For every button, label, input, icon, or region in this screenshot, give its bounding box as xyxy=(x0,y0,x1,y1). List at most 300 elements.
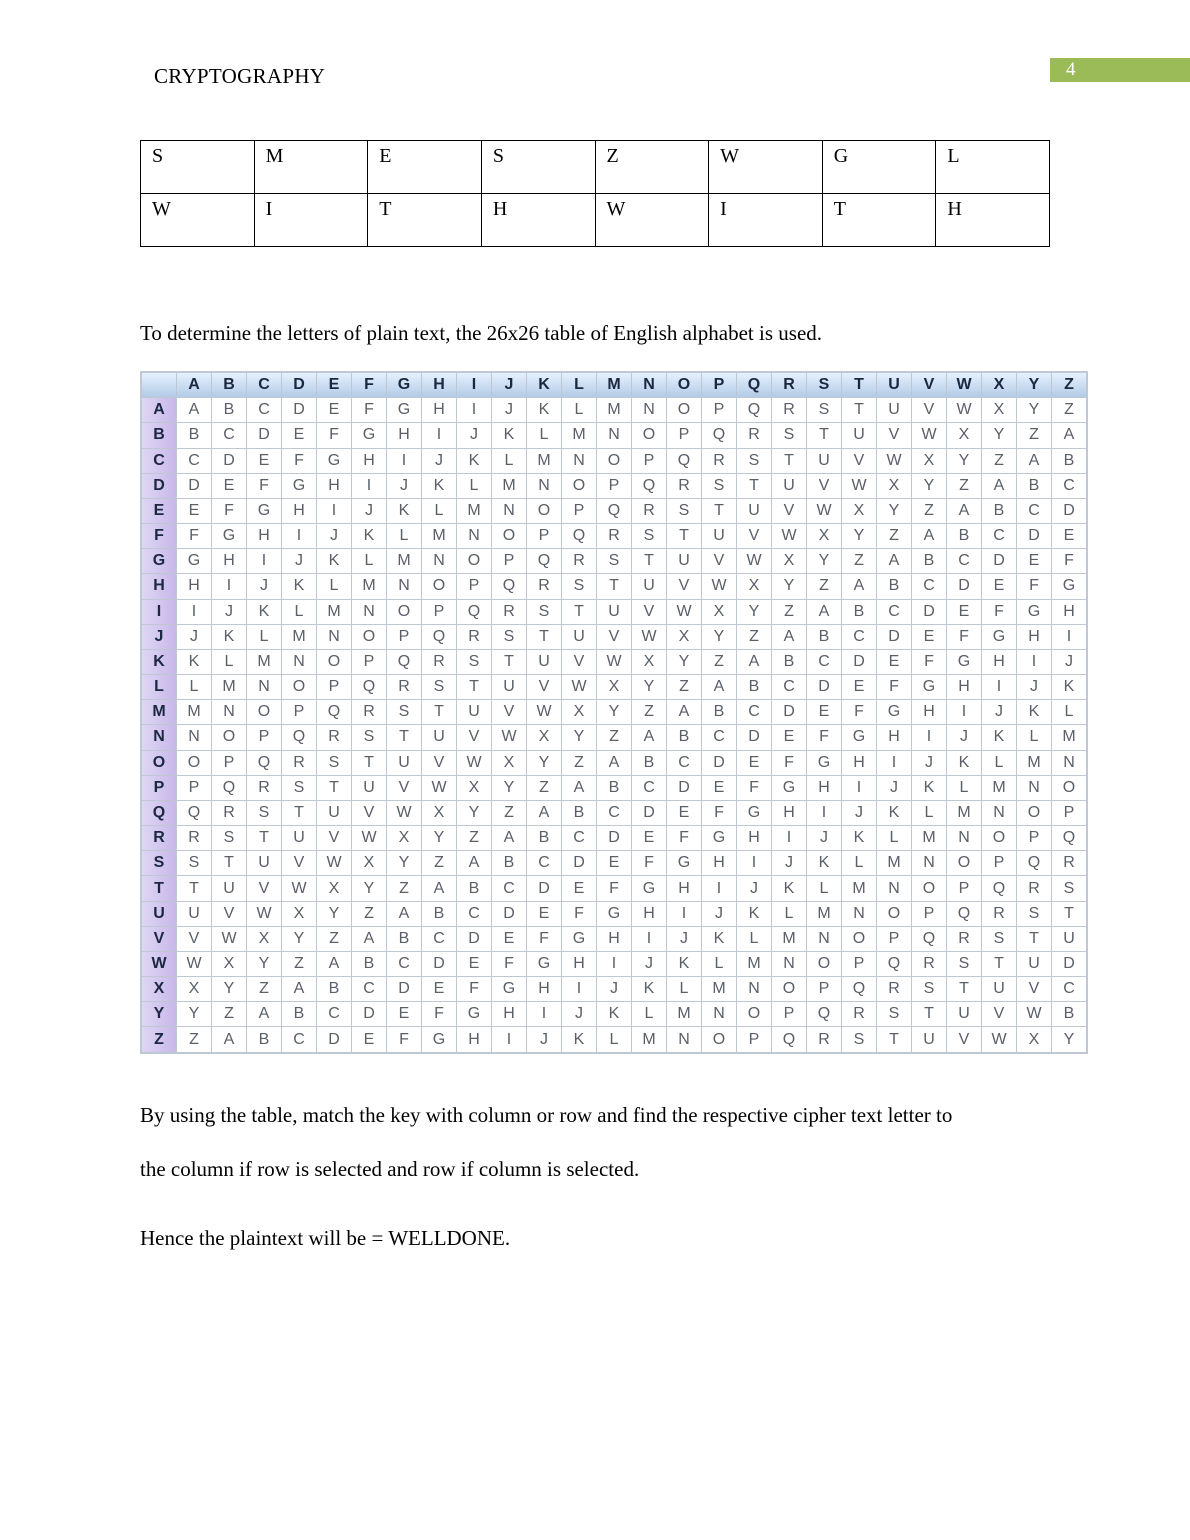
vigenere-cell: U xyxy=(737,499,771,523)
vigenere-cell: W xyxy=(737,549,771,573)
vigenere-cell: T xyxy=(457,675,491,699)
vigenere-cell: G xyxy=(772,776,806,800)
vigenere-cell: Q xyxy=(562,524,596,548)
vigenere-cell: D xyxy=(282,398,316,422)
vigenere-row xyxy=(142,1027,1086,1052)
vigenere-cell: N xyxy=(422,549,456,573)
vigenere-row-header: Z xyxy=(142,1027,176,1052)
vigenere-cell: S xyxy=(317,751,351,775)
vigenere-cell: M xyxy=(982,776,1016,800)
vigenere-cell: N xyxy=(912,851,946,875)
vigenere-cell: W xyxy=(807,499,841,523)
vigenere-cell: A xyxy=(352,927,386,951)
cipher-cell: H xyxy=(936,194,1050,247)
cipher-key-table xyxy=(140,140,1050,247)
vigenere-cell: V xyxy=(317,826,351,850)
vigenere-cell: K xyxy=(702,927,736,951)
vigenere-cell: T xyxy=(562,600,596,624)
vigenere-cell: W xyxy=(982,1027,1016,1052)
vigenere-cell: F xyxy=(282,449,316,473)
vigenere-cell: O xyxy=(527,499,561,523)
vigenere-cell: E xyxy=(807,700,841,724)
vigenere-cell: E xyxy=(597,851,631,875)
vigenere-cell: L xyxy=(1052,700,1086,724)
vigenere-column-header: X xyxy=(982,373,1016,397)
vigenere-cell: A xyxy=(947,499,981,523)
cipher-cell: M xyxy=(254,141,368,194)
vigenere-cell: R xyxy=(667,474,701,498)
vigenere-cell: C xyxy=(632,776,666,800)
vigenere-cell: Q xyxy=(632,474,666,498)
vigenere-cell: O xyxy=(562,474,596,498)
vigenere-cell: G xyxy=(247,499,281,523)
vigenere-row xyxy=(142,851,1086,875)
conclusion-paragraph: Hence the plaintext will be = WELLDONE. xyxy=(140,1226,511,1250)
vigenere-cell: C xyxy=(247,398,281,422)
vigenere-cell: X xyxy=(772,549,806,573)
vigenere-cell: V xyxy=(947,1027,981,1052)
vigenere-cell: O xyxy=(877,902,911,926)
vigenere-cell: A xyxy=(667,700,701,724)
vigenere-row xyxy=(142,398,1086,422)
vigenere-cell: D xyxy=(597,826,631,850)
vigenere-cell: L xyxy=(282,600,316,624)
vigenere-row xyxy=(142,952,1086,976)
vigenere-cell: R xyxy=(527,574,561,598)
vigenere-cell: K xyxy=(737,902,771,926)
vigenere-cell: S xyxy=(842,1027,876,1052)
vigenere-cell: I xyxy=(457,398,491,422)
vigenere-cell: C xyxy=(947,549,981,573)
vigenere-cell: Y xyxy=(212,977,246,1001)
vigenere-cell: Z xyxy=(492,801,526,825)
vigenere-cell: F xyxy=(562,902,596,926)
vigenere-cell: L xyxy=(947,776,981,800)
vigenere-cell: Z xyxy=(667,675,701,699)
vigenere-cell: Q xyxy=(807,1002,841,1026)
vigenere-cell: I xyxy=(772,826,806,850)
vigenere-cell: Q xyxy=(947,902,981,926)
vigenere-cell: U xyxy=(597,600,631,624)
vigenere-cell: R xyxy=(1017,876,1051,900)
vigenere-cell: G xyxy=(1017,600,1051,624)
vigenere-cell: V xyxy=(282,851,316,875)
vigenere-cell: E xyxy=(562,876,596,900)
vigenere-cell: U xyxy=(947,1002,981,1026)
vigenere-cell: M xyxy=(702,977,736,1001)
vigenere-cell: W xyxy=(597,650,631,674)
vigenere-cell: H xyxy=(772,801,806,825)
vigenere-cell: J xyxy=(562,1002,596,1026)
vigenere-cell: R xyxy=(387,675,421,699)
vigenere-cell: D xyxy=(632,801,666,825)
vigenere-cell: L xyxy=(562,398,596,422)
vigenere-cell: S xyxy=(737,449,771,473)
vigenere-cell: F xyxy=(912,650,946,674)
vigenere-cell: N xyxy=(282,650,316,674)
vigenere-cell: W xyxy=(247,902,281,926)
vigenere-cell: F xyxy=(247,474,281,498)
vigenere-cell: P xyxy=(527,524,561,548)
vigenere-cell: O xyxy=(632,423,666,447)
vigenere-cell: K xyxy=(352,524,386,548)
vigenere-cell: S xyxy=(982,927,1016,951)
vigenere-cell: X xyxy=(737,574,771,598)
vigenere-column-header: H xyxy=(422,373,456,397)
vigenere-cell: S xyxy=(947,952,981,976)
vigenere-cell: S xyxy=(1052,876,1086,900)
vigenere-cell: T xyxy=(877,1027,911,1052)
vigenere-cell: Q xyxy=(737,398,771,422)
vigenere-cell: E xyxy=(387,1002,421,1026)
vigenere-cell: O xyxy=(912,876,946,900)
vigenere-cell: T xyxy=(247,826,281,850)
vigenere-cell: N xyxy=(772,952,806,976)
vigenere-cell: S xyxy=(492,625,526,649)
vigenere-cell: A xyxy=(807,600,841,624)
vigenere-column-header: L xyxy=(562,373,596,397)
vigenere-cell: N xyxy=(982,801,1016,825)
vigenere-cell: A xyxy=(422,876,456,900)
vigenere-cell: L xyxy=(737,927,771,951)
vigenere-cell: O xyxy=(667,398,701,422)
vigenere-cell: Z xyxy=(247,977,281,1001)
vigenere-cell: Z xyxy=(597,725,631,749)
vigenere-cell: T xyxy=(1052,902,1086,926)
vigenere-cell: Z xyxy=(737,625,771,649)
vigenere-cell: Z xyxy=(1052,398,1086,422)
vigenere-cell: H xyxy=(597,927,631,951)
vigenere-cell: G xyxy=(877,700,911,724)
vigenere-cell: Y xyxy=(317,902,351,926)
vigenere-cell: S xyxy=(597,549,631,573)
vigenere-column-header: A xyxy=(177,373,211,397)
vigenere-cell: Q xyxy=(667,449,701,473)
vigenere-cell: D xyxy=(352,1002,386,1026)
vigenere-column-header: Q xyxy=(737,373,771,397)
vigenere-cell: M xyxy=(177,700,211,724)
vigenere-cell: R xyxy=(737,423,771,447)
vigenere-cell: I xyxy=(247,549,281,573)
vigenere-cell: G xyxy=(667,851,701,875)
vigenere-cell: P xyxy=(807,977,841,1001)
vigenere-cell: O xyxy=(457,549,491,573)
vigenere-cell: H xyxy=(317,474,351,498)
vigenere-cell: Q xyxy=(1052,826,1086,850)
vigenere-cell: M xyxy=(877,851,911,875)
vigenere-corner-cell xyxy=(142,373,176,397)
vigenere-cell: A xyxy=(247,1002,281,1026)
vigenere-cell: F xyxy=(737,776,771,800)
vigenere-cell: U xyxy=(702,524,736,548)
vigenere-cell: Z xyxy=(422,851,456,875)
vigenere-cell: T xyxy=(212,851,246,875)
vigenere-cell: E xyxy=(212,474,246,498)
vigenere-header-row xyxy=(142,373,1086,397)
vigenere-cell: G xyxy=(387,398,421,422)
vigenere-cell: P xyxy=(317,675,351,699)
vigenere-cell: H xyxy=(947,675,981,699)
vigenere-cell: Q xyxy=(982,876,1016,900)
vigenere-cell: D xyxy=(1052,952,1086,976)
vigenere-cell: V xyxy=(842,449,876,473)
vigenere-cell: R xyxy=(877,977,911,1001)
vigenere-cell: U xyxy=(282,826,316,850)
vigenere-cell: Z xyxy=(772,600,806,624)
vigenere-column-header: I xyxy=(457,373,491,397)
vigenere-cell: I xyxy=(1052,625,1086,649)
vigenere-row-header: Q xyxy=(142,801,176,825)
vigenere-column-header: K xyxy=(527,373,561,397)
vigenere-row-header: D xyxy=(142,474,176,498)
vigenere-cell: Z xyxy=(212,1002,246,1026)
vigenere-cell: I xyxy=(527,1002,561,1026)
vigenere-cell: F xyxy=(1017,574,1051,598)
vigenere-cell: Z xyxy=(282,952,316,976)
vigenere-cell: R xyxy=(422,650,456,674)
vigenere-cell: V xyxy=(632,600,666,624)
vigenere-cell: M xyxy=(737,952,771,976)
vigenere-cell: G xyxy=(352,423,386,447)
cipher-cell: L xyxy=(936,141,1050,194)
vigenere-cell: T xyxy=(632,549,666,573)
vigenere-cell: E xyxy=(632,826,666,850)
vigenere-cell: P xyxy=(492,549,526,573)
vigenere-column-header: Y xyxy=(1017,373,1051,397)
vigenere-cell: S xyxy=(807,398,841,422)
vigenere-cell: W xyxy=(1017,1002,1051,1026)
vigenere-cell: S xyxy=(457,650,491,674)
vigenere-cell: U xyxy=(807,449,841,473)
vigenere-row-header: S xyxy=(142,851,176,875)
vigenere-cell: W xyxy=(562,675,596,699)
vigenere-cell: E xyxy=(667,801,701,825)
vigenere-cell: N xyxy=(877,876,911,900)
vigenere-cell: J xyxy=(1052,650,1086,674)
vigenere-cell: T xyxy=(282,801,316,825)
vigenere-cell: K xyxy=(527,398,561,422)
vigenere-cell: Y xyxy=(422,826,456,850)
vigenere-cell: V xyxy=(352,801,386,825)
vigenere-cell: P xyxy=(982,851,1016,875)
vigenere-row xyxy=(142,801,1086,825)
vigenere-cell: Z xyxy=(317,927,351,951)
vigenere-cell: S xyxy=(702,474,736,498)
vigenere-cell: Q xyxy=(387,650,421,674)
vigenere-column-header: Z xyxy=(1052,373,1086,397)
vigenere-cell: N xyxy=(247,675,281,699)
vigenere-cell: O xyxy=(317,650,351,674)
vigenere-cell: J xyxy=(912,751,946,775)
vigenere-cell: D xyxy=(247,423,281,447)
vigenere-cell: C xyxy=(422,927,456,951)
vigenere-cell: U xyxy=(317,801,351,825)
vigenere-cell: F xyxy=(772,751,806,775)
vigenere-row xyxy=(142,700,1086,724)
vigenere-row xyxy=(142,826,1086,850)
vigenere-cell: R xyxy=(457,625,491,649)
vigenere-cell: W xyxy=(457,751,491,775)
vigenere-cell: W xyxy=(492,725,526,749)
vigenere-cell: M xyxy=(527,449,561,473)
vigenere-cell: M xyxy=(1052,725,1086,749)
vigenere-cell: A xyxy=(737,650,771,674)
vigenere-cell: K xyxy=(632,977,666,1001)
vigenere-cell: C xyxy=(807,650,841,674)
vigenere-cell: P xyxy=(457,574,491,598)
vigenere-cell: T xyxy=(702,499,736,523)
vigenere-cell: X xyxy=(387,826,421,850)
vigenere-cell: N xyxy=(597,423,631,447)
vigenere-cell: S xyxy=(177,851,211,875)
vigenere-cell: R xyxy=(177,826,211,850)
vigenere-cell: V xyxy=(492,700,526,724)
vigenere-row-header: P xyxy=(142,776,176,800)
vigenere-cell: B xyxy=(807,625,841,649)
vigenere-cell: X xyxy=(282,902,316,926)
vigenere-cell: P xyxy=(212,751,246,775)
vigenere-cell: G xyxy=(527,952,561,976)
vigenere-cell: P xyxy=(947,876,981,900)
vigenere-cell: Z xyxy=(457,826,491,850)
vigenere-cell: F xyxy=(457,977,491,1001)
vigenere-cell: H xyxy=(212,549,246,573)
vigenere-cell: X xyxy=(247,927,281,951)
vigenere-cell: E xyxy=(177,499,211,523)
vigenere-cell: D xyxy=(667,776,701,800)
vigenere-cell: L xyxy=(317,574,351,598)
vigenere-cell: U xyxy=(842,423,876,447)
vigenere-cell: T xyxy=(352,751,386,775)
vigenere-cell: A xyxy=(492,826,526,850)
vigenere-cell: W xyxy=(912,423,946,447)
vigenere-cell: G xyxy=(807,751,841,775)
vigenere-cell: X xyxy=(597,675,631,699)
vigenere-cell: H xyxy=(702,851,736,875)
vigenere-column-header: V xyxy=(912,373,946,397)
vigenere-cell: A xyxy=(842,574,876,598)
vigenere-cell: F xyxy=(177,524,211,548)
vigenere-cell: T xyxy=(387,725,421,749)
vigenere-cell: F xyxy=(947,625,981,649)
vigenere-cell: L xyxy=(667,977,701,1001)
vigenere-row-header: U xyxy=(142,902,176,926)
vigenere-cell: E xyxy=(1017,549,1051,573)
vigenere-cell: H xyxy=(492,1002,526,1026)
explanation-line-1: By using the table, match the key with column or row and find the respective cipher text letter to xyxy=(140,1103,953,1127)
vigenere-cell: R xyxy=(247,776,281,800)
vigenere-cell: Y xyxy=(457,801,491,825)
vigenere-cell: I xyxy=(492,1027,526,1052)
vigenere-cell: B xyxy=(702,700,736,724)
vigenere-cell: J xyxy=(352,499,386,523)
vigenere-cell: D xyxy=(912,600,946,624)
vigenere-cell: G xyxy=(982,625,1016,649)
vigenere-cell: Y xyxy=(247,952,281,976)
vigenere-cell: X xyxy=(1017,1027,1051,1052)
vigenere-cell: J xyxy=(387,474,421,498)
vigenere-cell: Y xyxy=(632,675,666,699)
vigenere-column-header: B xyxy=(212,373,246,397)
cipher-cell: W xyxy=(595,194,709,247)
vigenere-cell: K xyxy=(1052,675,1086,699)
vigenere-cell: R xyxy=(632,499,666,523)
vigenere-cell: N xyxy=(317,625,351,649)
vigenere-cell: H xyxy=(632,902,666,926)
vigenere-cell: V xyxy=(212,902,246,926)
vigenere-row-header: H xyxy=(142,574,176,598)
vigenere-cell: H xyxy=(457,1027,491,1052)
vigenere-cell: J xyxy=(807,826,841,850)
vigenere-cell: L xyxy=(527,423,561,447)
vigenere-cell: R xyxy=(772,398,806,422)
vigenere-cell: L xyxy=(982,751,1016,775)
vigenere-cell: I xyxy=(352,474,386,498)
vigenere-cell: V xyxy=(912,398,946,422)
vigenere-row xyxy=(142,625,1086,649)
vigenere-cell: O xyxy=(982,826,1016,850)
vigenere-cell: G xyxy=(177,549,211,573)
vigenere-cell: D xyxy=(772,700,806,724)
vigenere-cell: A xyxy=(982,474,1016,498)
vigenere-cell: J xyxy=(492,398,526,422)
vigenere-cell: U xyxy=(177,902,211,926)
vigenere-cell: Q xyxy=(457,600,491,624)
vigenere-cell: X xyxy=(912,449,946,473)
vigenere-cell: D xyxy=(492,902,526,926)
vigenere-column-header: T xyxy=(842,373,876,397)
vigenere-cell: W xyxy=(702,574,736,598)
vigenere-cell: E xyxy=(1052,524,1086,548)
vigenere-cell: P xyxy=(842,952,876,976)
vigenere-cell: O xyxy=(772,977,806,1001)
vigenere-cell: H xyxy=(667,876,701,900)
vigenere-cell: E xyxy=(877,650,911,674)
vigenere-cell: K xyxy=(387,499,421,523)
vigenere-cell: O xyxy=(947,851,981,875)
vigenere-cell: O xyxy=(352,625,386,649)
vigenere-cell: P xyxy=(352,650,386,674)
vigenere-cell: B xyxy=(737,675,771,699)
vigenere-cell: I xyxy=(877,751,911,775)
vigenere-cell: B xyxy=(632,751,666,775)
vigenere-cell: I xyxy=(422,423,456,447)
vigenere-row-header: K xyxy=(142,650,176,674)
vigenere-cell: N xyxy=(492,499,526,523)
vigenere-cell: R xyxy=(842,1002,876,1026)
vigenere-cell: H xyxy=(527,977,561,1001)
vigenere-cell: L xyxy=(877,826,911,850)
vigenere-cell: R xyxy=(282,751,316,775)
vigenere-cell: G xyxy=(912,675,946,699)
vigenere-cell: K xyxy=(807,851,841,875)
vigenere-cell: B xyxy=(352,952,386,976)
vigenere-cell: I xyxy=(317,499,351,523)
vigenere-cell: D xyxy=(947,574,981,598)
vigenere-cell: X xyxy=(807,524,841,548)
vigenere-cell: J xyxy=(1017,675,1051,699)
vigenere-cell: O xyxy=(387,600,421,624)
vigenere-cell: V xyxy=(1017,977,1051,1001)
vigenere-cell: L xyxy=(247,625,281,649)
vigenere-cell: J xyxy=(772,851,806,875)
vigenere-cell: O xyxy=(1017,801,1051,825)
vigenere-cell: G xyxy=(282,474,316,498)
vigenere-column-header: G xyxy=(387,373,421,397)
cipher-cell: I xyxy=(709,194,823,247)
vigenere-cell: P xyxy=(737,1027,771,1052)
vigenere-cell: R xyxy=(807,1027,841,1052)
